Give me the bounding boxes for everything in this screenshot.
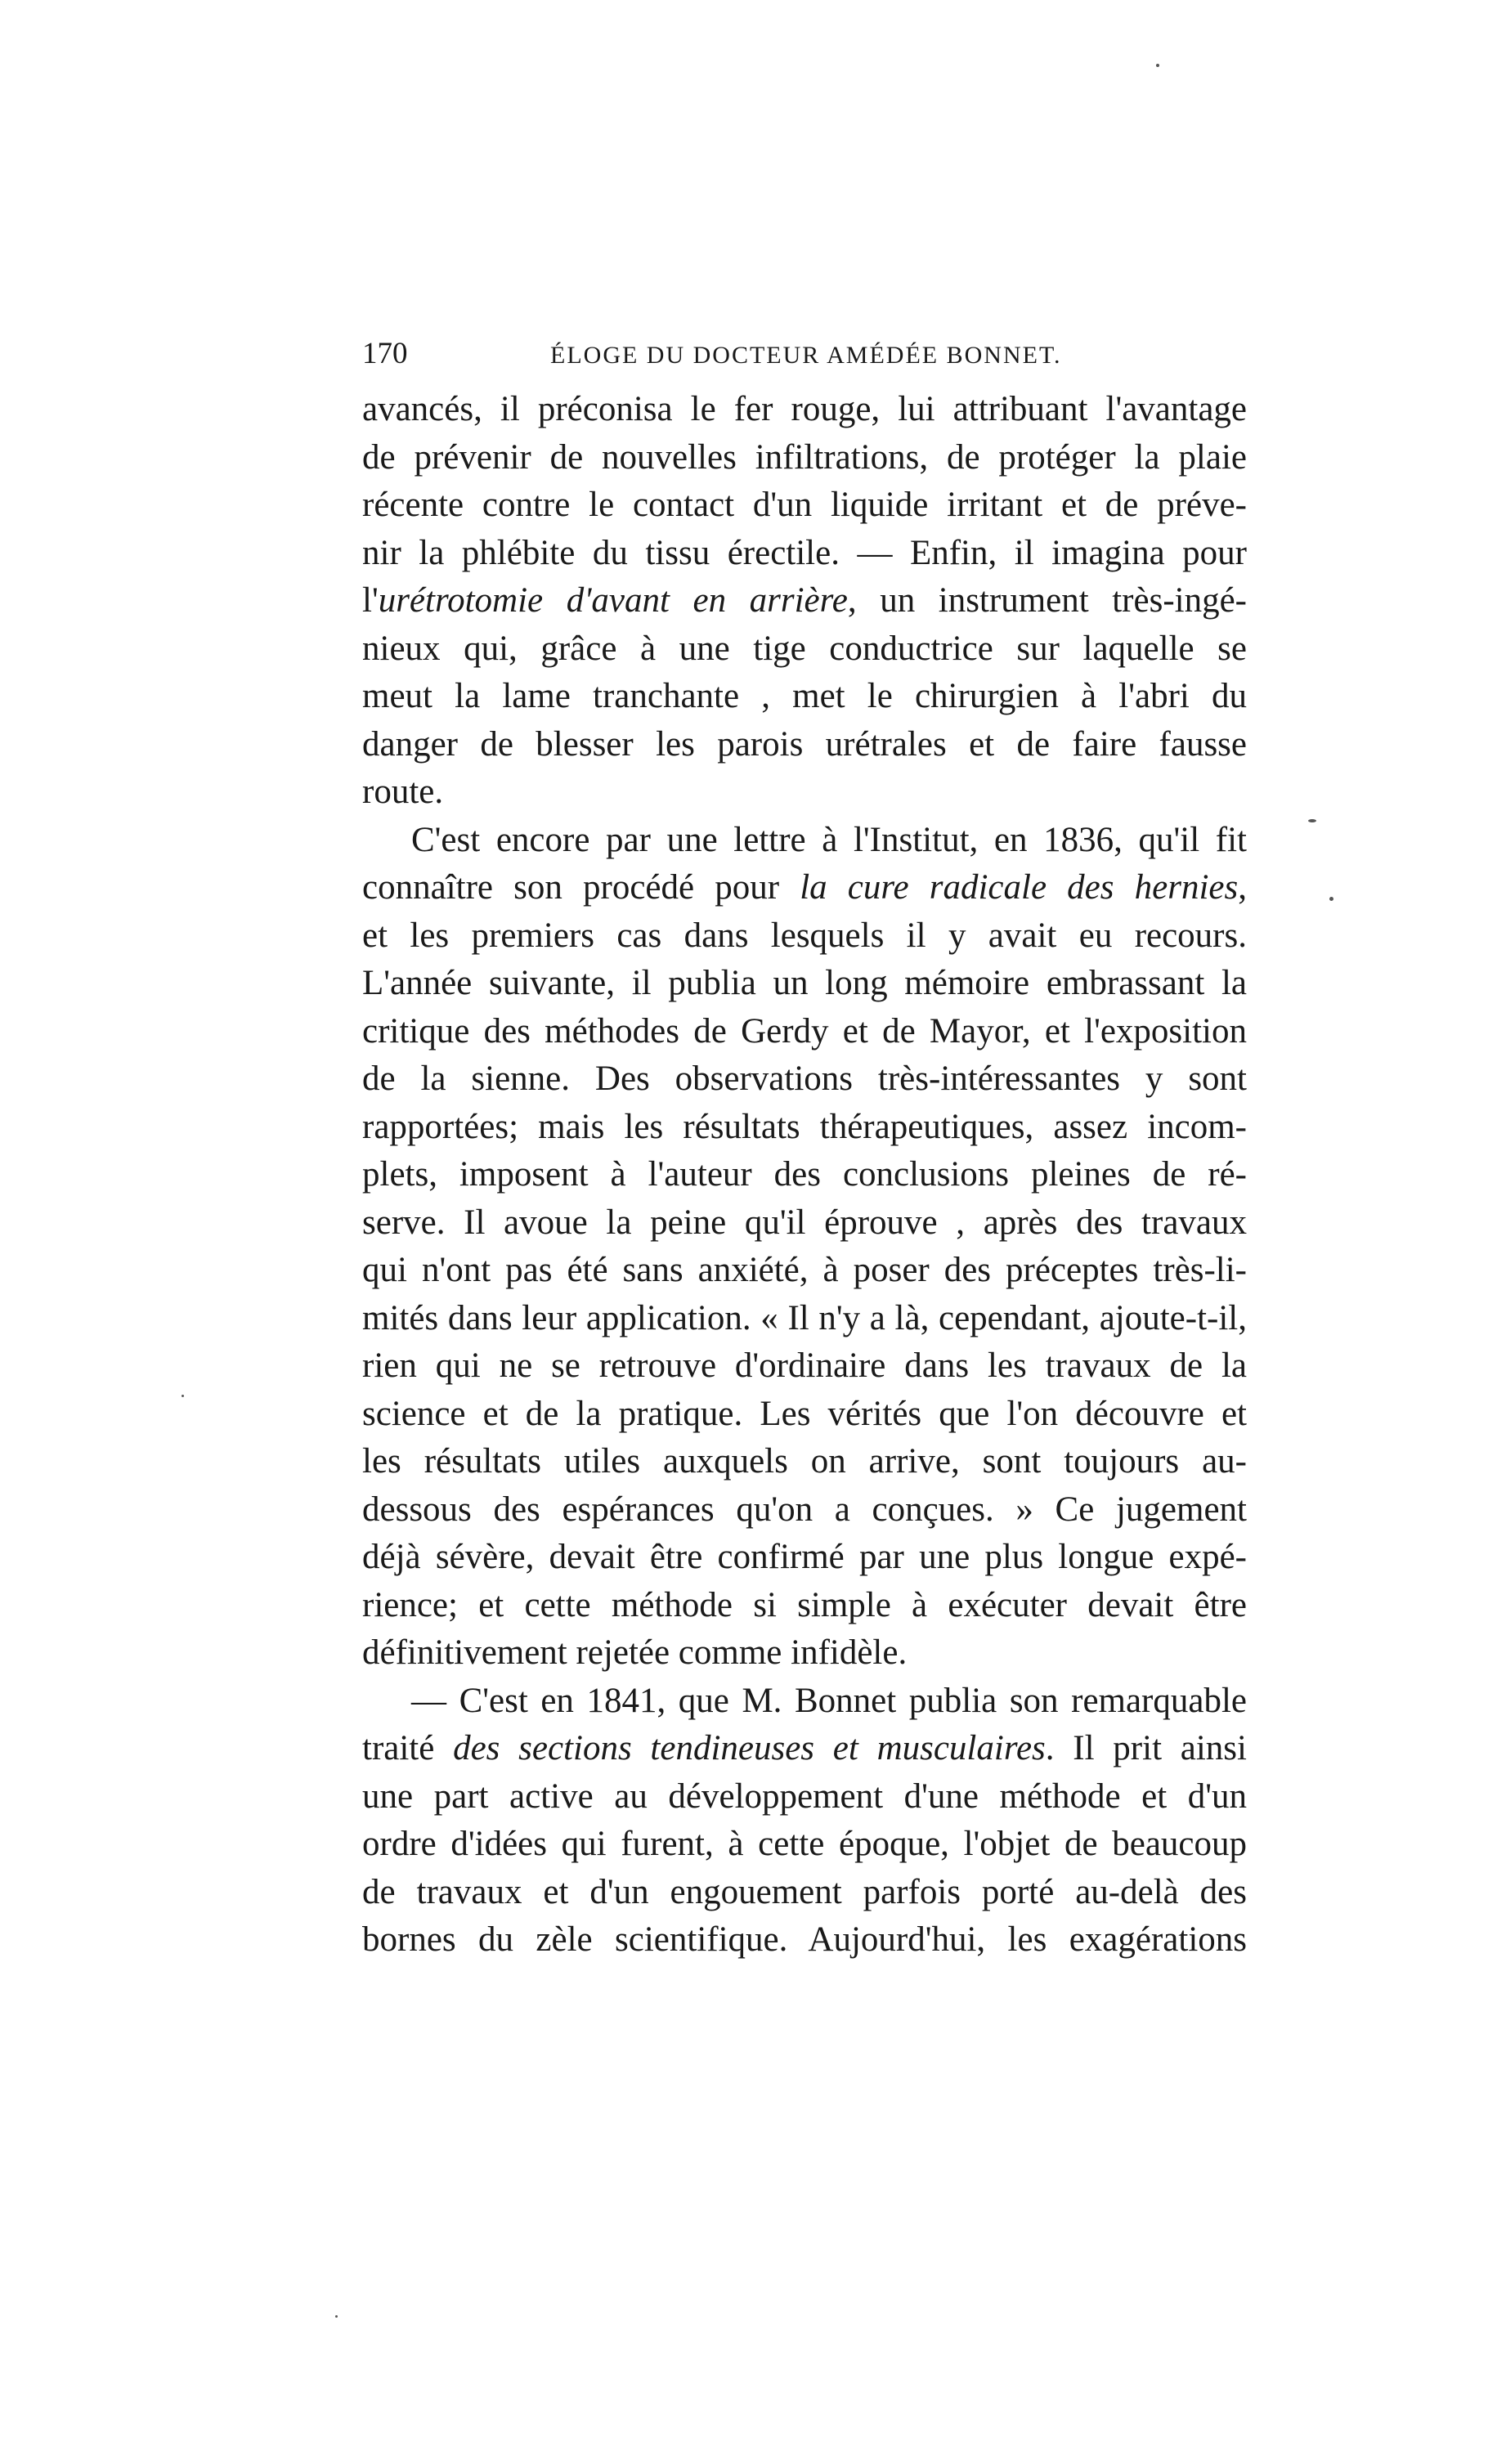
scan-speck — [1329, 897, 1333, 901]
text-line: plets, imposent à l'auteur des conclusions pleines de ré- — [362, 1155, 1247, 1194]
text-line: qui n'ont pas été sans anxiété, à poser des préceptes très-li- — [362, 1251, 1247, 1289]
text-line: de la sienne. Des observations très-intéressantes y sont — [362, 1060, 1247, 1098]
scan-speck — [335, 2315, 338, 2318]
text-line: dessous des espérances qu'on a conçues. » Ce jugement — [362, 1490, 1247, 1529]
text-line: L'année suivante, il publia un long mémoire embrassant la — [362, 964, 1247, 1002]
text-line: avancés, il préconisa le fer rouge, lui attribuant l'avantage — [362, 390, 1247, 428]
scan-speck — [1308, 819, 1316, 822]
text-line: mités dans leur application. « Il n'y a là, cependant, ajoute-t-il, — [362, 1298, 1247, 1337]
text-line: meut la lame tranchante , met le chirurgien à l'abri du — [362, 677, 1247, 715]
text-line: critique des méthodes de Gerdy et de Mayor, et l'exposition — [362, 1011, 1247, 1051]
text-line: de travaux et d'un engouement parfois porté au-delà des — [362, 1872, 1247, 1911]
page-header — [362, 331, 1247, 377]
scan-speck — [182, 1395, 184, 1397]
italic-title: des sections tendineuses et musculaires — [453, 1729, 1046, 1767]
text-line: rience; et cette méthode si simple à exécuter devait être — [362, 1585, 1247, 1624]
running-title: ÉLOGE DU DOCTEUR AMÉDÉE BONNET. — [550, 342, 1062, 369]
text-line: C'est encore par une lettre à l'Institut, en 1836, qu'il fit — [411, 820, 1247, 859]
text-line: rien qui ne se retrouve d'ordinaire dans les travaux de la — [362, 1346, 1247, 1385]
text-line: ordre d'idées qui furent, à cette époque, l'objet de beaucoup — [362, 1825, 1247, 1863]
body-text — [362, 386, 1247, 1964]
text-line: l'urétrotomie d'avant en arrière, un instrument très-ingé- — [362, 581, 1247, 620]
text-line: de prévenir de nouvelles infiltrations, de protéger la plaie — [362, 437, 1247, 477]
text-line: définitivement rejetée comme infidèle. — [362, 1633, 908, 1672]
text-line: — C'est en 1841, que M. Bonnet publia son remarquable — [411, 1681, 1247, 1720]
text-line: les résultats utiles auxquels on arrive, sont toujours au- — [362, 1442, 1247, 1481]
text-line: science et de la pratique. Les vérités que l'on découvre et — [362, 1394, 1247, 1433]
text-line: et les premiers cas dans lesquels il y avait eu recours. — [362, 916, 1247, 955]
text-line: une part active au développement d'une méthode et d'un — [362, 1776, 1247, 1816]
text-line: récente contre le contact d'un liquide irritant et de préve- — [362, 486, 1247, 524]
text-line: déjà sévère, devait être confirmé par une plus longue expé- — [362, 1538, 1247, 1576]
text-line: nir la phlébite du tissu érectile. — Enfin, il imagina pour — [362, 533, 1247, 572]
text-line: connaître son procédé pour la cure radicale des hernies, — [362, 868, 1247, 907]
text-line: rapportées; mais les résultats thérapeutiques, assez incom- — [362, 1107, 1247, 1146]
text-line: bornes du zèle scientifique. Aujourd'hui, les exagérations — [362, 1920, 1247, 1959]
text-line: route. — [362, 773, 444, 811]
text-line: traité des sections tendineuses et musculaires. Il prit ainsi — [362, 1729, 1247, 1767]
page-number: 170 — [362, 337, 408, 370]
text-line: serve. Il avoue la peine qu'il éprouve , après des travaux — [362, 1203, 1247, 1242]
text-line: nieux qui, grâce à une tige conductrice sur laquelle se — [362, 629, 1247, 668]
scan-speck — [1156, 64, 1159, 67]
italic-title: urétrotomie d'avant en arrière — [378, 581, 848, 620]
text-line: danger de blesser les parois urétrales et de faire fausse — [362, 724, 1247, 764]
italic-title: la cure radicale des hernies — [800, 868, 1239, 907]
